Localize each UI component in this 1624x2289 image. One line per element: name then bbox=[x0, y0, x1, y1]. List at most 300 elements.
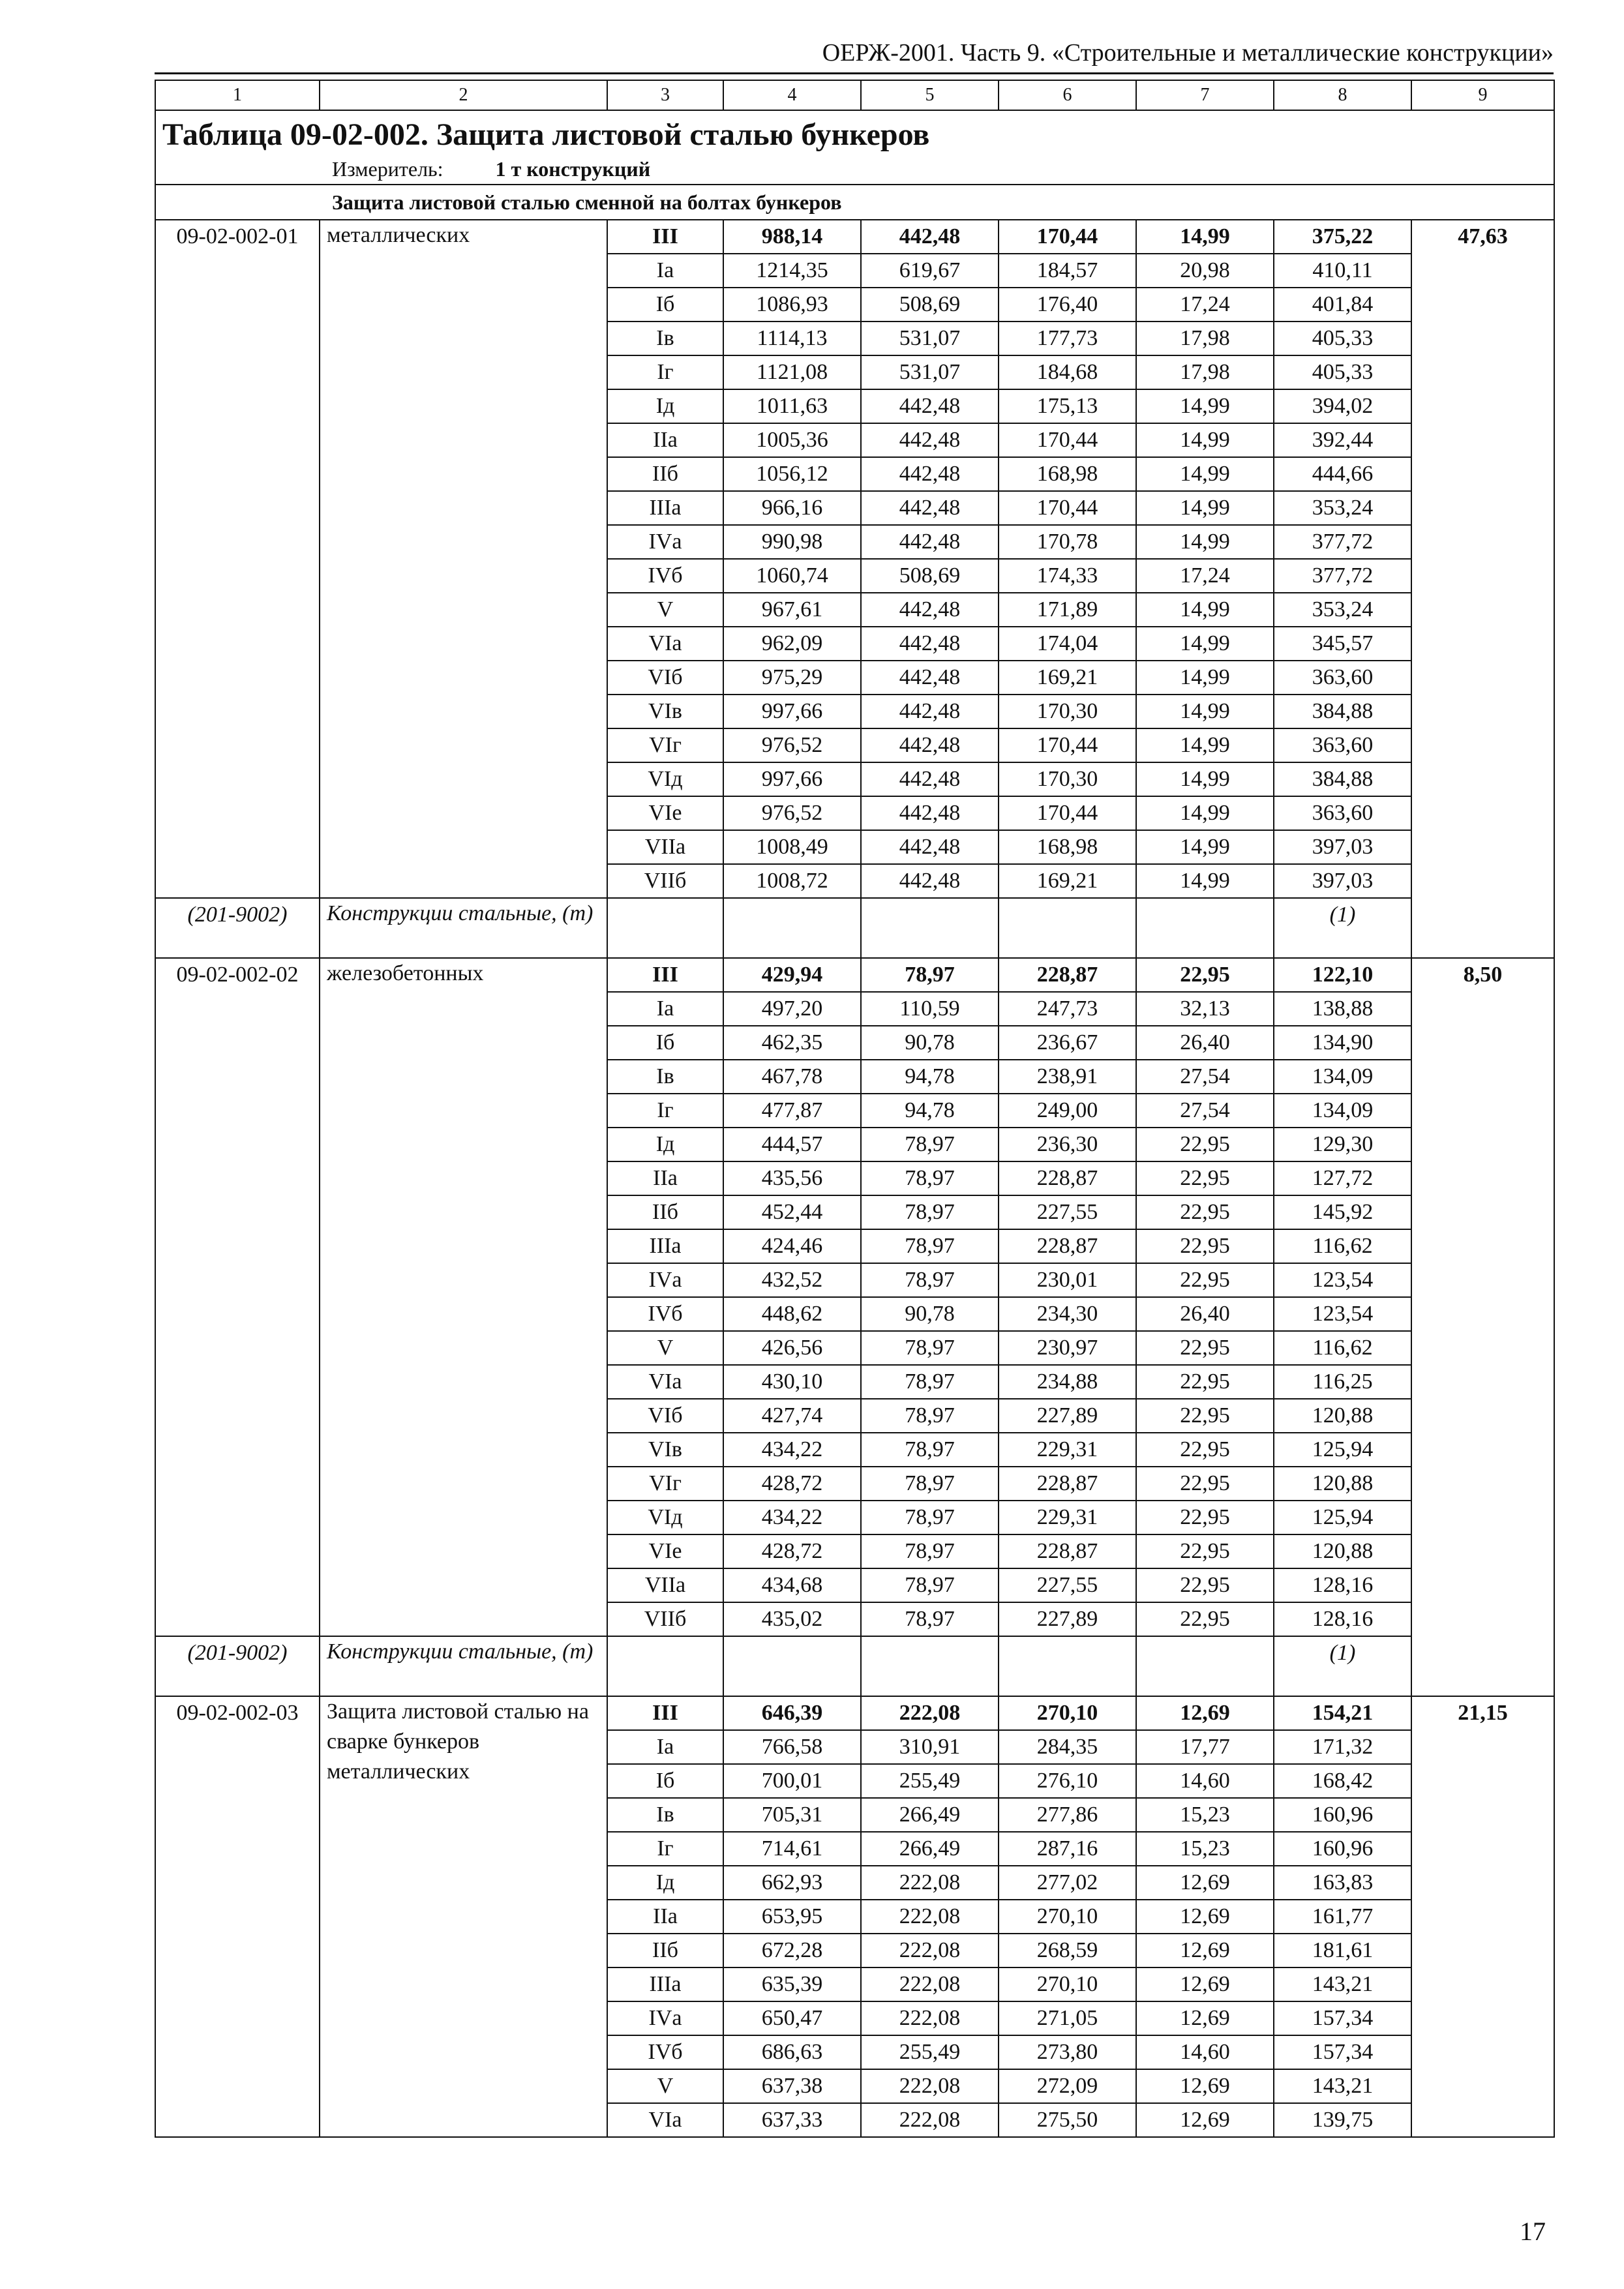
value-cell-4: 686,63 bbox=[723, 2035, 861, 2069]
zone-cell: IIIа bbox=[607, 1967, 723, 2001]
zone-cell: III bbox=[607, 958, 723, 992]
value-cell-5: 442,48 bbox=[861, 762, 999, 796]
empty-cell bbox=[999, 1636, 1136, 1696]
value-cell-4: 976,52 bbox=[723, 796, 861, 830]
value-cell-4: 1086,93 bbox=[723, 288, 861, 322]
value-cell-5: 222,08 bbox=[861, 2069, 999, 2103]
zone-cell: IIа bbox=[607, 1900, 723, 1934]
zone-cell: IVа bbox=[607, 525, 723, 559]
material-code: (201-9002) bbox=[155, 898, 320, 958]
value-cell-7: 14,99 bbox=[1136, 627, 1274, 661]
zone-cell: VIд bbox=[607, 762, 723, 796]
zone-cell: Iа bbox=[607, 254, 723, 288]
zone-cell: Iб bbox=[607, 1026, 723, 1060]
value-cell-6: 287,16 bbox=[999, 1832, 1136, 1866]
value-cell-4: 448,62 bbox=[723, 1297, 861, 1331]
value-cell-4: 1008,72 bbox=[723, 864, 861, 898]
value-cell-8: 143,21 bbox=[1274, 2069, 1411, 2103]
value-cell-6: 228,87 bbox=[999, 1229, 1136, 1263]
meter-label: Измеритель: bbox=[332, 157, 444, 181]
value-cell-7: 14,99 bbox=[1136, 830, 1274, 864]
value-cell-4: 426,56 bbox=[723, 1331, 861, 1365]
value-cell-6: 170,44 bbox=[999, 728, 1136, 762]
value-cell-4: 650,47 bbox=[723, 2001, 861, 2035]
value-cell-6: 229,31 bbox=[999, 1501, 1136, 1534]
value-cell-4: 497,20 bbox=[723, 992, 861, 1026]
value-cell-5: 78,97 bbox=[861, 1433, 999, 1467]
material-row bbox=[155, 898, 1554, 958]
header-rule bbox=[155, 72, 1554, 74]
value-cell-7: 14,99 bbox=[1136, 491, 1274, 525]
value-cell-6: 170,78 bbox=[999, 525, 1136, 559]
column-numbers-row bbox=[155, 80, 1554, 110]
value-cell-5: 90,78 bbox=[861, 1026, 999, 1060]
table-row bbox=[155, 1696, 1554, 1730]
value-cell-8: 394,02 bbox=[1274, 389, 1411, 423]
value-cell-4: 637,33 bbox=[723, 2103, 861, 2137]
empty-cell bbox=[999, 898, 1136, 958]
value-cell-4: 427,74 bbox=[723, 1399, 861, 1433]
value-cell-7: 17,77 bbox=[1136, 1730, 1274, 1764]
value-cell-6: 284,35 bbox=[999, 1730, 1136, 1764]
material-row bbox=[155, 1636, 1554, 1696]
value-cell-8: 181,61 bbox=[1274, 1934, 1411, 1967]
value-cell-8: 125,94 bbox=[1274, 1501, 1411, 1534]
zone-cell: VIв bbox=[607, 695, 723, 728]
value-cell-5: 531,07 bbox=[861, 355, 999, 389]
value-cell-6: 227,89 bbox=[999, 1399, 1136, 1433]
value-cell-5: 78,97 bbox=[861, 1534, 999, 1568]
value-cell-6: 170,30 bbox=[999, 695, 1136, 728]
value-cell-8: 163,83 bbox=[1274, 1866, 1411, 1900]
value-cell-6: 170,44 bbox=[999, 220, 1136, 254]
value-cell-4: 1060,74 bbox=[723, 559, 861, 593]
value-cell-6: 234,30 bbox=[999, 1297, 1136, 1331]
zone-cell: VIе bbox=[607, 796, 723, 830]
value-cell-8: 397,03 bbox=[1274, 864, 1411, 898]
value-cell-4: 962,09 bbox=[723, 627, 861, 661]
value-cell-6: 171,89 bbox=[999, 593, 1136, 627]
value-cell-6: 249,00 bbox=[999, 1094, 1136, 1128]
value-cell-6: 228,87 bbox=[999, 1161, 1136, 1195]
value-cell-4: 672,28 bbox=[723, 1934, 861, 1967]
value-cell-8: 143,21 bbox=[1274, 1967, 1411, 2001]
value-cell-5: 442,48 bbox=[861, 525, 999, 559]
value-cell-4: 424,46 bbox=[723, 1229, 861, 1263]
value-cell-6: 230,01 bbox=[999, 1263, 1136, 1297]
value-cell-4: 429,94 bbox=[723, 958, 861, 992]
value-cell-5: 222,08 bbox=[861, 2103, 999, 2137]
value-cell-5: 442,48 bbox=[861, 627, 999, 661]
zone-cell: V bbox=[607, 2069, 723, 2103]
zone-cell: Iг bbox=[607, 355, 723, 389]
value-cell-8: 125,94 bbox=[1274, 1433, 1411, 1467]
value-cell-6: 168,98 bbox=[999, 457, 1136, 491]
zone-cell: Iв bbox=[607, 1060, 723, 1094]
zone-cell: IIб bbox=[607, 1195, 723, 1229]
value-cell-6: 275,50 bbox=[999, 2103, 1136, 2137]
value-cell-6: 273,80 bbox=[999, 2035, 1136, 2069]
zone-cell: V bbox=[607, 593, 723, 627]
value-cell-4: 1214,35 bbox=[723, 254, 861, 288]
zone-cell: VIг bbox=[607, 728, 723, 762]
zone-cell: Iг bbox=[607, 1094, 723, 1128]
zone-cell: IIа bbox=[607, 423, 723, 457]
zone-cell: VIа bbox=[607, 627, 723, 661]
value-cell-8: 154,21 bbox=[1274, 1696, 1411, 1730]
zone-cell: Iб bbox=[607, 1764, 723, 1798]
value-cell-7: 15,23 bbox=[1136, 1798, 1274, 1832]
value-cell-6: 170,44 bbox=[999, 491, 1136, 525]
zone-cell: IVа bbox=[607, 2001, 723, 2035]
value-cell-4: 434,22 bbox=[723, 1501, 861, 1534]
value-cell-7: 12,69 bbox=[1136, 1967, 1274, 2001]
value-cell-8: 123,54 bbox=[1274, 1263, 1411, 1297]
value-cell-5: 442,48 bbox=[861, 695, 999, 728]
value-cell-8: 384,88 bbox=[1274, 762, 1411, 796]
value-cell-5: 78,97 bbox=[861, 1568, 999, 1602]
column-number: 9 bbox=[1411, 80, 1554, 110]
value-cell-7: 22,95 bbox=[1136, 1128, 1274, 1161]
value-cell-8: 353,24 bbox=[1274, 593, 1411, 627]
value-cell-5: 442,48 bbox=[861, 491, 999, 525]
value-cell-7: 32,13 bbox=[1136, 992, 1274, 1026]
value-cell-8: 122,10 bbox=[1274, 958, 1411, 992]
value-cell-8: 134,09 bbox=[1274, 1094, 1411, 1128]
value-cell-5: 78,97 bbox=[861, 1602, 999, 1636]
value-cell-8: 129,30 bbox=[1274, 1128, 1411, 1161]
value-cell-6: 236,67 bbox=[999, 1026, 1136, 1060]
empty-cell bbox=[723, 898, 861, 958]
value-cell-8: 410,11 bbox=[1274, 254, 1411, 288]
zone-cell: IVб bbox=[607, 1297, 723, 1331]
empty-cell bbox=[607, 898, 723, 958]
value-cell-8: 397,03 bbox=[1274, 830, 1411, 864]
value-cell-5: 442,48 bbox=[861, 423, 999, 457]
value-cell-6: 169,21 bbox=[999, 661, 1136, 695]
value-cell-7: 22,95 bbox=[1136, 958, 1274, 992]
value-cell-7: 22,95 bbox=[1136, 1433, 1274, 1467]
value-cell-7: 22,95 bbox=[1136, 1195, 1274, 1229]
value-cell-5: 442,48 bbox=[861, 593, 999, 627]
zone-cell: VIб bbox=[607, 661, 723, 695]
value-cell-8: 171,32 bbox=[1274, 1730, 1411, 1764]
column-number: 8 bbox=[1274, 80, 1411, 110]
value-cell-7: 17,98 bbox=[1136, 355, 1274, 389]
value-cell-5: 222,08 bbox=[861, 1696, 999, 1730]
table-row bbox=[155, 958, 1554, 992]
value-cell-8: 157,34 bbox=[1274, 2035, 1411, 2069]
value-cell-4: 428,72 bbox=[723, 1534, 861, 1568]
value-cell-7: 14,99 bbox=[1136, 695, 1274, 728]
value-cell-8: 168,42 bbox=[1274, 1764, 1411, 1798]
labor-cost-cell: 47,63 bbox=[1411, 220, 1554, 958]
value-cell-6: 170,44 bbox=[999, 423, 1136, 457]
meter-row bbox=[155, 154, 1554, 185]
value-cell-4: 700,01 bbox=[723, 1764, 861, 1798]
zone-cell: Iв bbox=[607, 1798, 723, 1832]
value-cell-5: 78,97 bbox=[861, 1161, 999, 1195]
value-cell-6: 270,10 bbox=[999, 1967, 1136, 2001]
value-cell-8: 160,96 bbox=[1274, 1798, 1411, 1832]
value-cell-8: 384,88 bbox=[1274, 695, 1411, 728]
zone-cell: Iд bbox=[607, 389, 723, 423]
rates-table-body bbox=[155, 80, 1554, 2137]
value-cell-5: 442,48 bbox=[861, 220, 999, 254]
material-qty: (1) bbox=[1274, 1636, 1411, 1696]
zone-cell: IVб bbox=[607, 559, 723, 593]
zone-cell: VIIа bbox=[607, 1568, 723, 1602]
rate-code: 09-02-002-03 bbox=[155, 1696, 320, 2137]
value-cell-6: 175,13 bbox=[999, 389, 1136, 423]
value-cell-6: 184,57 bbox=[999, 254, 1136, 288]
value-cell-7: 12,69 bbox=[1136, 2103, 1274, 2137]
value-cell-4: 432,52 bbox=[723, 1263, 861, 1297]
value-cell-7: 15,23 bbox=[1136, 1832, 1274, 1866]
value-cell-6: 227,55 bbox=[999, 1195, 1136, 1229]
value-cell-8: 160,96 bbox=[1274, 1832, 1411, 1866]
material-code: (201-9002) bbox=[155, 1636, 320, 1696]
value-cell-7: 22,95 bbox=[1136, 1501, 1274, 1534]
value-cell-5: 78,97 bbox=[861, 1229, 999, 1263]
value-cell-6: 277,86 bbox=[999, 1798, 1136, 1832]
value-cell-5: 78,97 bbox=[861, 958, 999, 992]
value-cell-7: 14,99 bbox=[1136, 796, 1274, 830]
value-cell-7: 22,95 bbox=[1136, 1602, 1274, 1636]
rate-code: 09-02-002-02 bbox=[155, 958, 320, 1636]
value-cell-6: 270,10 bbox=[999, 1696, 1136, 1730]
value-cell-8: 353,24 bbox=[1274, 491, 1411, 525]
value-cell-5: 531,07 bbox=[861, 322, 999, 355]
labor-cost-cell: 21,15 bbox=[1411, 1696, 1554, 2137]
value-cell-4: 434,68 bbox=[723, 1568, 861, 1602]
value-cell-6: 272,09 bbox=[999, 2069, 1136, 2103]
value-cell-6: 268,59 bbox=[999, 1934, 1136, 1967]
value-cell-5: 222,08 bbox=[861, 2001, 999, 2035]
value-cell-8: 345,57 bbox=[1274, 627, 1411, 661]
value-cell-5: 442,48 bbox=[861, 728, 999, 762]
value-cell-4: 428,72 bbox=[723, 1467, 861, 1501]
zone-cell: VIд bbox=[607, 1501, 723, 1534]
rate-code: 09-02-002-01 bbox=[155, 220, 320, 898]
value-cell-4: 1008,49 bbox=[723, 830, 861, 864]
value-cell-5: 442,48 bbox=[861, 864, 999, 898]
zone-cell: Iа bbox=[607, 992, 723, 1026]
value-cell-7: 22,95 bbox=[1136, 1331, 1274, 1365]
value-cell-5: 255,49 bbox=[861, 2035, 999, 2069]
value-cell-5: 222,08 bbox=[861, 1967, 999, 2001]
section-title: Защита листовой сталью сменной на болтах бункеров bbox=[155, 185, 1554, 220]
value-cell-8: 363,60 bbox=[1274, 796, 1411, 830]
value-cell-6: 270,10 bbox=[999, 1900, 1136, 1934]
value-cell-7: 26,40 bbox=[1136, 1026, 1274, 1060]
value-cell-7: 22,95 bbox=[1136, 1365, 1274, 1399]
value-cell-7: 14,60 bbox=[1136, 2035, 1274, 2069]
material-qty: (1) bbox=[1274, 898, 1411, 958]
empty-cell bbox=[861, 1636, 999, 1696]
value-cell-5: 78,97 bbox=[861, 1399, 999, 1433]
value-cell-4: 714,61 bbox=[723, 1832, 861, 1866]
empty-cell bbox=[723, 1636, 861, 1696]
value-cell-6: 174,04 bbox=[999, 627, 1136, 661]
value-cell-6: 230,97 bbox=[999, 1331, 1136, 1365]
value-cell-5: 78,97 bbox=[861, 1331, 999, 1365]
value-cell-6: 169,21 bbox=[999, 864, 1136, 898]
zone-cell: VIб bbox=[607, 1399, 723, 1433]
zone-cell: IIб bbox=[607, 457, 723, 491]
value-cell-5: 78,97 bbox=[861, 1128, 999, 1161]
value-cell-7: 14,99 bbox=[1136, 525, 1274, 559]
value-cell-8: 377,72 bbox=[1274, 559, 1411, 593]
value-cell-8: 139,75 bbox=[1274, 2103, 1411, 2137]
value-cell-8: 392,44 bbox=[1274, 423, 1411, 457]
value-cell-7: 12,69 bbox=[1136, 2069, 1274, 2103]
empty-cell bbox=[1136, 898, 1274, 958]
empty-cell bbox=[607, 1636, 723, 1696]
value-cell-4: 434,22 bbox=[723, 1433, 861, 1467]
value-cell-5: 266,49 bbox=[861, 1832, 999, 1866]
value-cell-4: 1056,12 bbox=[723, 457, 861, 491]
value-cell-8: 120,88 bbox=[1274, 1534, 1411, 1568]
value-cell-5: 90,78 bbox=[861, 1297, 999, 1331]
value-cell-7: 14,99 bbox=[1136, 389, 1274, 423]
value-cell-7: 26,40 bbox=[1136, 1297, 1274, 1331]
value-cell-4: 1121,08 bbox=[723, 355, 861, 389]
column-number: 2 bbox=[320, 80, 607, 110]
value-cell-7: 14,99 bbox=[1136, 593, 1274, 627]
value-cell-8: 134,09 bbox=[1274, 1060, 1411, 1094]
value-cell-8: 444,66 bbox=[1274, 457, 1411, 491]
value-cell-6: 236,30 bbox=[999, 1128, 1136, 1161]
value-cell-4: 966,16 bbox=[723, 491, 861, 525]
value-cell-6: 174,33 bbox=[999, 559, 1136, 593]
value-cell-5: 442,48 bbox=[861, 661, 999, 695]
value-cell-7: 12,69 bbox=[1136, 1934, 1274, 1967]
value-cell-4: 976,52 bbox=[723, 728, 861, 762]
value-cell-4: 1114,13 bbox=[723, 322, 861, 355]
zone-cell: III bbox=[607, 1696, 723, 1730]
value-cell-8: 127,72 bbox=[1274, 1161, 1411, 1195]
column-number: 7 bbox=[1136, 80, 1274, 110]
value-cell-7: 20,98 bbox=[1136, 254, 1274, 288]
column-number: 4 bbox=[723, 80, 861, 110]
value-cell-5: 255,49 bbox=[861, 1764, 999, 1798]
rate-name: Защита листовой сталью на сварке бункеров металлических bbox=[320, 1696, 607, 2137]
value-cell-7: 14,60 bbox=[1136, 1764, 1274, 1798]
value-cell-5: 94,78 bbox=[861, 1060, 999, 1094]
value-cell-8: 120,88 bbox=[1274, 1399, 1411, 1433]
value-cell-8: 157,34 bbox=[1274, 2001, 1411, 2035]
value-cell-4: 705,31 bbox=[723, 1798, 861, 1832]
zone-cell: IIIа bbox=[607, 1229, 723, 1263]
rates-table-container bbox=[155, 80, 1554, 2138]
zone-cell: Iа bbox=[607, 1730, 723, 1764]
value-cell-7: 17,24 bbox=[1136, 559, 1274, 593]
value-cell-6: 247,73 bbox=[999, 992, 1136, 1026]
value-cell-4: 997,66 bbox=[723, 762, 861, 796]
column-number: 6 bbox=[999, 80, 1136, 110]
zone-cell: VIIб bbox=[607, 864, 723, 898]
value-cell-5: 78,97 bbox=[861, 1195, 999, 1229]
value-cell-5: 442,48 bbox=[861, 457, 999, 491]
zone-cell: IVа bbox=[607, 1263, 723, 1297]
value-cell-6: 227,89 bbox=[999, 1602, 1136, 1636]
value-cell-8: 377,72 bbox=[1274, 525, 1411, 559]
value-cell-8: 161,77 bbox=[1274, 1900, 1411, 1934]
value-cell-4: 1011,63 bbox=[723, 389, 861, 423]
value-cell-4: 646,39 bbox=[723, 1696, 861, 1730]
value-cell-6: 227,55 bbox=[999, 1568, 1136, 1602]
value-cell-4: 990,98 bbox=[723, 525, 861, 559]
value-cell-6: 238,91 bbox=[999, 1060, 1136, 1094]
value-cell-6: 177,73 bbox=[999, 322, 1136, 355]
value-cell-4: 967,61 bbox=[723, 593, 861, 627]
value-cell-8: 405,33 bbox=[1274, 322, 1411, 355]
zone-cell: Iд bbox=[607, 1866, 723, 1900]
table-title-row bbox=[155, 110, 1554, 154]
value-cell-7: 12,69 bbox=[1136, 1900, 1274, 1934]
value-cell-4: 444,57 bbox=[723, 1128, 861, 1161]
value-cell-4: 462,35 bbox=[723, 1026, 861, 1060]
zone-cell: IIа bbox=[607, 1161, 723, 1195]
value-cell-5: 508,69 bbox=[861, 559, 999, 593]
value-cell-8: 363,60 bbox=[1274, 661, 1411, 695]
value-cell-6: 234,88 bbox=[999, 1365, 1136, 1399]
value-cell-6: 168,98 bbox=[999, 830, 1136, 864]
value-cell-8: 120,88 bbox=[1274, 1467, 1411, 1501]
value-cell-8: 363,60 bbox=[1274, 728, 1411, 762]
value-cell-4: 477,87 bbox=[723, 1094, 861, 1128]
value-cell-7: 22,95 bbox=[1136, 1534, 1274, 1568]
value-cell-4: 975,29 bbox=[723, 661, 861, 695]
value-cell-7: 22,95 bbox=[1136, 1467, 1274, 1501]
value-cell-7: 27,54 bbox=[1136, 1094, 1274, 1128]
value-cell-7: 17,98 bbox=[1136, 322, 1274, 355]
value-cell-6: 229,31 bbox=[999, 1433, 1136, 1467]
rate-name: железобетонных bbox=[320, 958, 607, 1636]
zone-cell: Iв bbox=[607, 322, 723, 355]
value-cell-6: 228,87 bbox=[999, 958, 1136, 992]
value-cell-5: 442,48 bbox=[861, 389, 999, 423]
value-cell-8: 128,16 bbox=[1274, 1568, 1411, 1602]
value-cell-6: 277,02 bbox=[999, 1866, 1136, 1900]
value-cell-7: 14,99 bbox=[1136, 423, 1274, 457]
value-cell-4: 435,02 bbox=[723, 1602, 861, 1636]
value-cell-4: 452,44 bbox=[723, 1195, 861, 1229]
value-cell-5: 78,97 bbox=[861, 1365, 999, 1399]
value-cell-5: 222,08 bbox=[861, 1866, 999, 1900]
value-cell-7: 12,69 bbox=[1136, 1696, 1274, 1730]
zone-cell: VIг bbox=[607, 1467, 723, 1501]
table-row bbox=[155, 220, 1554, 254]
value-cell-5: 442,48 bbox=[861, 796, 999, 830]
zone-cell: III bbox=[607, 220, 723, 254]
zone-cell: V bbox=[607, 1331, 723, 1365]
column-number: 1 bbox=[155, 80, 320, 110]
value-cell-8: 375,22 bbox=[1274, 220, 1411, 254]
value-cell-8: 123,54 bbox=[1274, 1297, 1411, 1331]
value-cell-4: 766,58 bbox=[723, 1730, 861, 1764]
column-number: 3 bbox=[607, 80, 723, 110]
value-cell-7: 22,95 bbox=[1136, 1399, 1274, 1433]
value-cell-5: 442,48 bbox=[861, 830, 999, 864]
value-cell-4: 988,14 bbox=[723, 220, 861, 254]
value-cell-6: 184,68 bbox=[999, 355, 1136, 389]
page-header: ОЕРЖ-2001. Часть 9. «Строительные и металлические конструкции» bbox=[822, 39, 1554, 67]
value-cell-7: 22,95 bbox=[1136, 1161, 1274, 1195]
value-cell-5: 78,97 bbox=[861, 1501, 999, 1534]
value-cell-4: 997,66 bbox=[723, 695, 861, 728]
